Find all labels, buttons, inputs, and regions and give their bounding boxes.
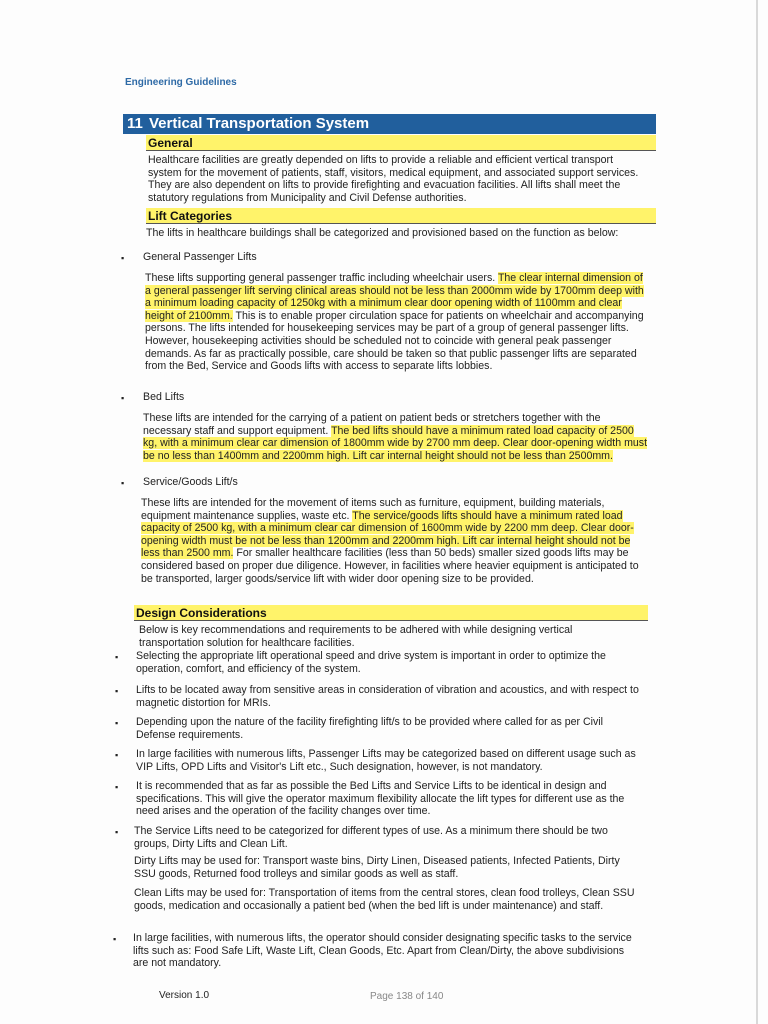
bullet-icon: ▪ bbox=[121, 393, 125, 403]
design-item: In large facilities with numerous lifts, Passenger Lifts may be categorized based on different usage such as VIP Lifts, OPD Lifts and Visitor's Lift etc., Such designation, however, is not mandatory. bbox=[136, 748, 636, 773]
lift-categories-intro: The lifts in healthcare buildings shall be categorized and provisioned based on the function as below: bbox=[146, 227, 619, 239]
service-lifts-paragraph bbox=[141, 497, 649, 585]
design-item: The Service Lifts need to be categorized for different types of use. As a minimum there should be two groups, Dirty Lifts and Clean Lift. bbox=[134, 825, 608, 850]
design-considerations-heading: Design Considerations bbox=[134, 605, 648, 621]
design-item: Depending upon the nature of the facility firefighting lift/s to be provided where called for as per Civil Defense requirements. bbox=[136, 716, 603, 741]
design-item: It is recommended that as far as possible the Bed Lifts and Service Lifts to be identical in design and specifications. This will give the operator maximum flexibility allocate the lift types for different use as the need arises and the operation of the facility changes over time. bbox=[136, 780, 625, 818]
bullet-icon: ▪ bbox=[115, 718, 119, 728]
bed-lead: These lifts are intended for the carrying of a patient on patient beds or stretchers together with the necessary staff and support equipment. bbox=[143, 412, 601, 437]
section-heading bbox=[123, 114, 656, 134]
section-number: 11 bbox=[127, 115, 143, 132]
page-edge bbox=[756, 0, 758, 1024]
bullet-icon: ▪ bbox=[115, 827, 119, 837]
bed-lifts-paragraph bbox=[143, 412, 649, 462]
design-item: Lifts to be located away from sensitive areas in consideration of vibration and acoustics, and with respect to magnetic distortion for MRIs. bbox=[136, 684, 639, 709]
clean-lifts-text: Clean Lifts may be used for: Transportation of items from the central stores, clean food trolleys, Clean SSU goods, medication and occasionally a patient bed (when the bed lift is under maintenance) and staff. bbox=[134, 887, 635, 912]
service-lead: These lifts are intended for the movement of items such as furniture, equipment, building materials, equipment maintenance supplies, waste etc. bbox=[141, 497, 605, 522]
bullet-icon: ▪ bbox=[115, 652, 119, 662]
bullet-icon: ▪ bbox=[121, 478, 125, 488]
bullet-icon: ▪ bbox=[115, 782, 119, 792]
service-lifts-title: Service/Goods Lift/s bbox=[143, 476, 238, 488]
service-highlight: The service/goods lifts should have a minimum rated load capacity of 2500 kg, with a minimum clear car dimension of 1600mm wide by 2200 mm deep. Clear door-opening width must be not be less than 1200mm and 2200mm high. Lift car internal height should not be less than 2500 mm. bbox=[141, 509, 634, 560]
passenger-rest: This is to enable proper circulation space for patients on wheelchair and accompanying persons. The lifts intended for housekeeping services may be part of a group of general passenger lifts. However, housekeeping activities should be scheduled not to coincide with general peak passenger demands. As far as practically possible, care should be taken so that public passenger lifts are separated from the Bed, Service and Goods lifts with access to separate lifts lobbies. bbox=[145, 309, 644, 373]
dirty-lifts-text: Dirty Lifts may be used for: Transport waste bins, Dirty Linen, Diseased patients, Infected Patients, Dirty SSU goods, Returned food trolleys and similar goods as well as staff. bbox=[134, 855, 620, 880]
passenger-lifts-paragraph bbox=[145, 272, 649, 373]
bullet-icon: ▪ bbox=[115, 686, 119, 696]
lift-categories-heading: Lift Categories bbox=[146, 208, 656, 224]
bullet-icon: ▪ bbox=[121, 253, 125, 263]
passenger-lifts-title: General Passenger Lifts bbox=[143, 251, 257, 263]
bullet-icon: ▪ bbox=[113, 934, 117, 944]
general-text: Healthcare facilities are greatly depended on lifts to provide a reliable and efficient vertical transport system for the movement of patients, staff, visitors, medical equipment, and associated support services. They are also dependent on lifts to provide firefighting and evacuation facilities. All lifts shall meet the statutory regulations from Municipality and Civil Defense authorities. bbox=[148, 154, 639, 204]
service-rest: For smaller healthcare facilities (less than 50 beds) smaller sized goods lifts may be considered based on proper due diligence. However, in facilities where heavier equipment is anticipated to be transported, larger goods/service lift with wider door opening size to be provided. bbox=[141, 547, 639, 585]
design-item: Selecting the appropriate lift operational speed and drive system is important in order to optimize the operation, comfort, and efficiency of the system. bbox=[136, 650, 606, 675]
bed-highlight: The bed lifts should have a minimum rated load capacity of 2500 kg, with a minimum clear car dimension of 1800mm wide by 2700 mm deep. Clear door-opening width must be no less than 1400mm and 2200mm high. Lift car internal height should not be less than 2500mm. bbox=[143, 424, 648, 462]
bed-lifts-title: Bed Lifts bbox=[143, 391, 185, 403]
footer-page-number: Page 138 of 140 bbox=[370, 991, 444, 1002]
running-header: Engineering Guidelines bbox=[125, 77, 237, 88]
design-intro: Below is key recommendations and requirements to be adhered with while designing vertical transportation solution for healthcare facilities. bbox=[139, 624, 573, 649]
footer-version: Version 1.0 bbox=[159, 990, 210, 1001]
general-heading: General bbox=[146, 135, 656, 151]
design-item: In large facilities, with numerous lifts, the operator should consider designating specific tasks to the service lifts such as: Food Safe Lift, Waste Lift, Clean Goods, Etc. Apart from Clean/Dirty, the above subdivisions are not mandatory. bbox=[133, 932, 632, 970]
passenger-lead: These lifts supporting general passenger traffic including wheelchair users. bbox=[145, 272, 498, 284]
section-title: Vertical Transportation System bbox=[149, 115, 370, 132]
passenger-highlight: The clear internal dimension of a general passenger lift serving clinical areas should not be less than 2000mm wide by 1700mm deep with a minimum loading capacity of 1250kg with a minimum clear door opening width of 1100mm and clear height of 2100mm. bbox=[145, 272, 644, 322]
bullet-icon: ▪ bbox=[115, 750, 119, 760]
